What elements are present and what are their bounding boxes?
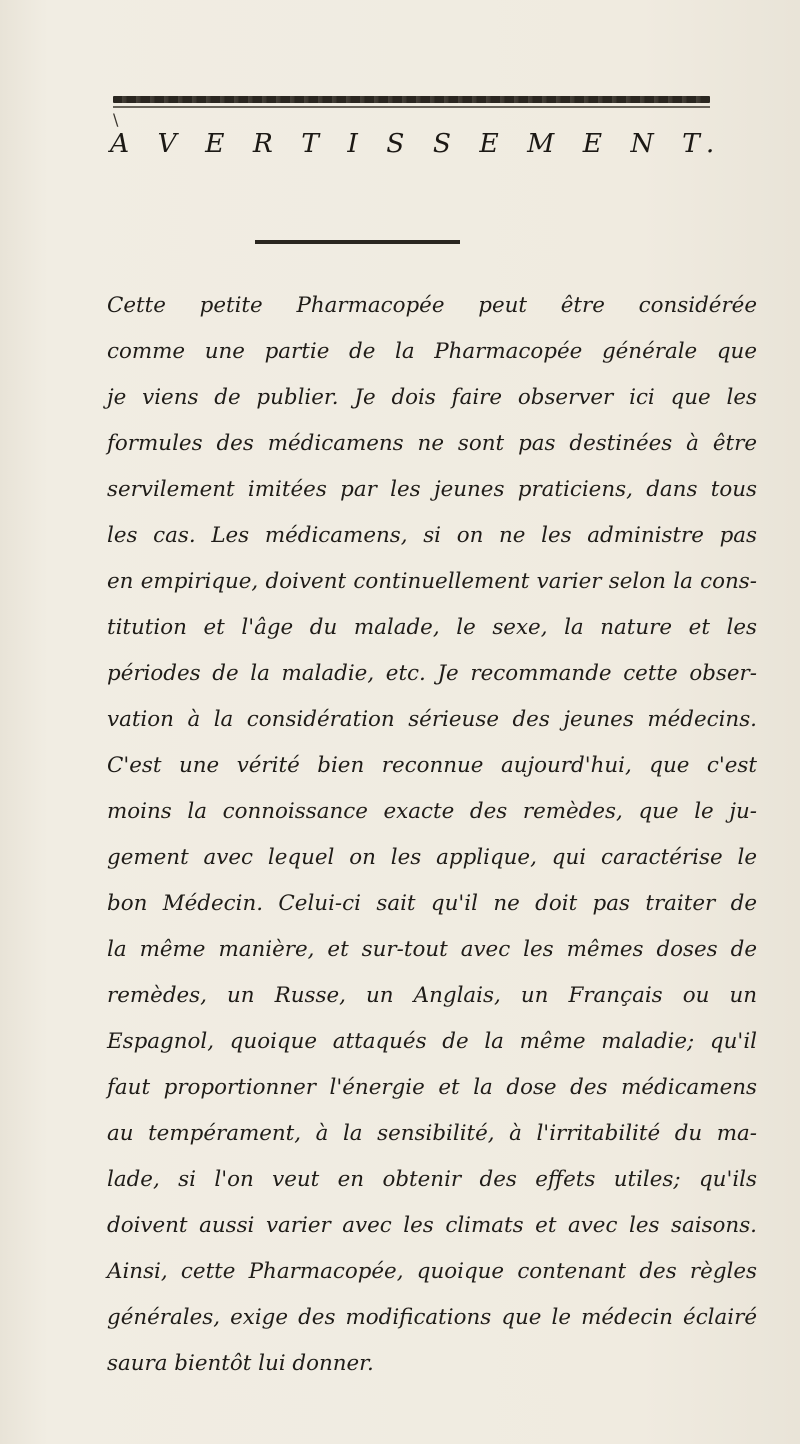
text-line: vation à la considération sérieuse des jeunes médecins. (107, 707, 757, 732)
text-line: doivent aussi varier avec les climats et avec les saisons. (107, 1213, 757, 1238)
tick-mark: \ (113, 110, 119, 129)
text-line: générales, exige des modifications que le médecin éclairé (107, 1305, 757, 1330)
text-line: servilement imitées par les jeunes praticiens, dans tous (107, 477, 757, 502)
body-text (107, 283, 757, 1387)
text-line: saura bientôt lui donner. (107, 1351, 374, 1376)
page-heading: A V E R T I S S E M E N T. (110, 128, 725, 159)
text-line: gement avec lequel on les applique, qui caractérise le (107, 845, 757, 870)
text-line: périodes de la maladie, etc. Je recommande cette obser- (107, 661, 757, 686)
heading-divider (255, 240, 460, 244)
text-line: formules des médicamens ne sont pas destinées à être (107, 431, 757, 456)
text-line: la même manière, et sur-tout avec les mêmes doses de (107, 937, 757, 962)
top-thin-rule (113, 106, 710, 108)
text-line: titution et l'âge du malade, le sexe, la nature et les (107, 615, 757, 640)
text-line: Espagnol, quoique attaqués de la même maladie; qu'il (107, 1029, 757, 1054)
text-line: les cas. Les médicamens, si on ne les administre pas (107, 523, 757, 548)
text-line: je viens de publier. Je dois faire observer ici que les (107, 385, 757, 410)
text-line: en empirique, doivent continuellement varier selon la cons- (107, 569, 757, 594)
text-line: Ainsi, cette Pharmacopée, quoique contenant des règles (107, 1259, 757, 1284)
text-line: lade, si l'on veut en obtenir des effets utiles; qu'ils (107, 1167, 757, 1192)
text-line: Cette petite Pharmacopée peut être considérée (107, 293, 757, 318)
text-line: faut proportionner l'énergie et la dose des médicamens (107, 1075, 757, 1100)
text-line: remèdes, un Russe, un Anglais, un Français ou un (107, 983, 757, 1008)
text-line: C'est une vérité bien reconnue aujourd'hui, que c'est (107, 753, 757, 778)
top-decorative-rule (113, 96, 710, 103)
text-line: bon Médecin. Celui-ci sait qu'il ne doit pas traiter de (107, 891, 757, 916)
text-line: comme une partie de la Pharmacopée générale que (107, 339, 757, 364)
text-line: moins la connoissance exacte des remèdes, que le ju- (107, 799, 757, 824)
text-line: au tempérament, à la sensibilité, à l'irritabilité du ma- (107, 1121, 757, 1146)
